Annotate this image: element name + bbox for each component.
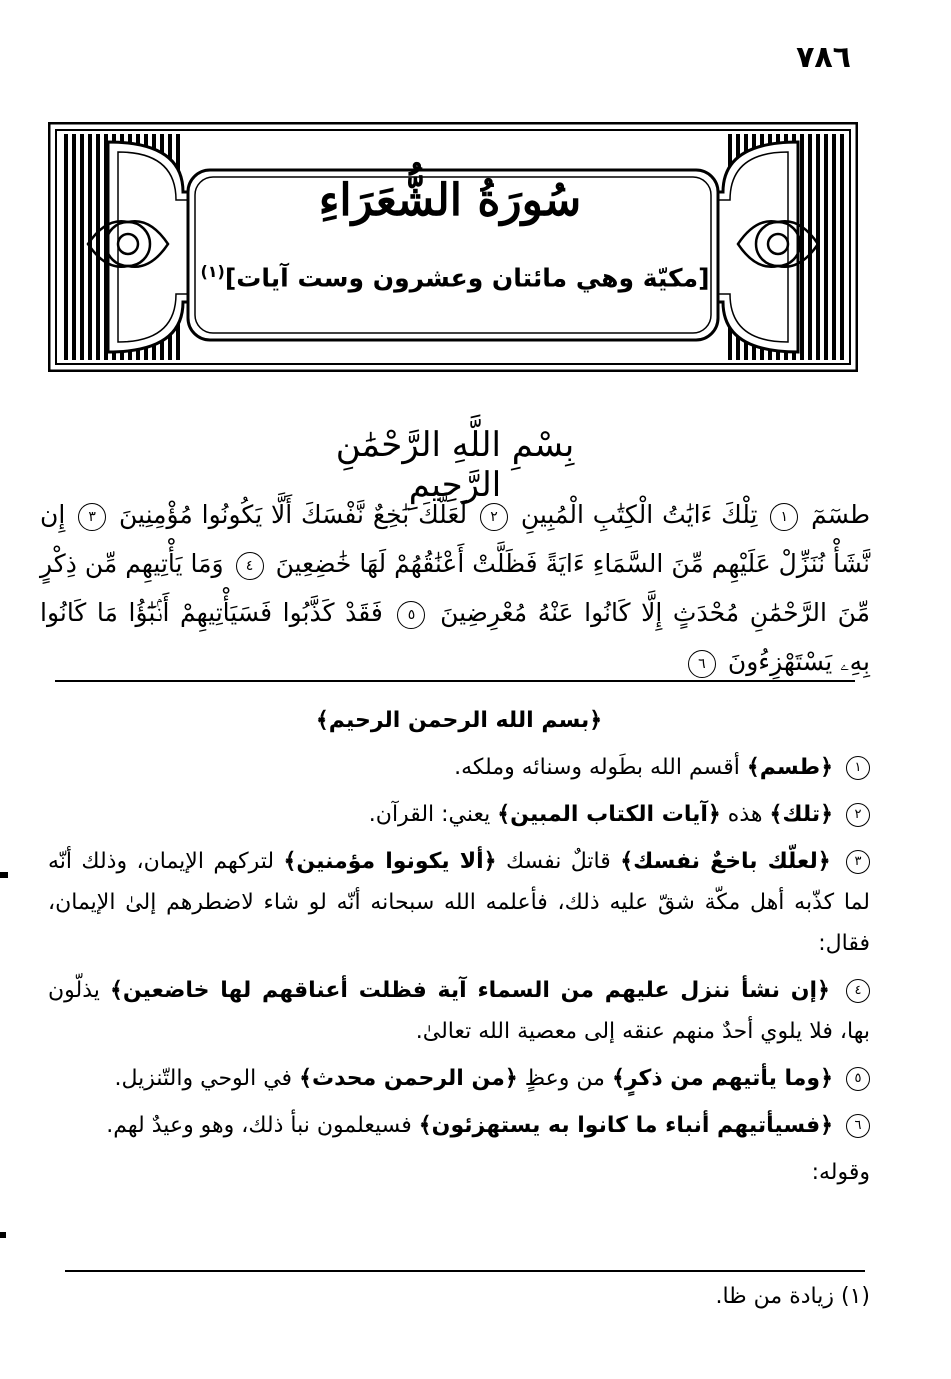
explanation-text: لتركهم الإيمان، وذلك أنّه لما كذّبه أهل مكّة شقّ عليه ذلك، فأعلمه الله سبحانه أنّه لو شاء لاضطرهم إلىٰ الإيمان، فقال:	[48, 849, 870, 956]
tafsir-entry-1	[48, 747, 870, 788]
tafsir-basmala: ﴿بسم الله الرحمن الرحيم﴾	[315, 708, 603, 733]
explanation-text: يذلّون بها، فلا يلوي أحدٌ منهم عنقه إلى معصية الله تعالىٰ.	[48, 978, 870, 1044]
quoted-verse: ﴿آيات الكتاب المبين﴾	[497, 802, 721, 827]
quran-text	[40, 490, 870, 686]
quoted-verse: ﴿طسم﴾	[746, 755, 833, 780]
ayah-marker: ٥	[397, 601, 425, 629]
scan-mark	[0, 1232, 6, 1238]
surah-title: سُورَةُ الشُّعَرَاءِ	[318, 175, 582, 226]
verse-number-badge: ٦	[846, 1114, 870, 1138]
footnote-reference: (١)	[200, 262, 225, 281]
footnote-text: زيادة من ظا.	[715, 1284, 834, 1309]
tafsir-entry-4	[48, 970, 870, 1052]
explanation-text: أقسم الله بطَوله وسنائه وملكه.	[454, 755, 740, 780]
verse-number-badge: ٣	[846, 850, 870, 874]
verse-number-badge: ٥	[846, 1067, 870, 1091]
ayah-marker: ٣	[78, 503, 106, 531]
section-divider	[55, 680, 855, 682]
quoted-verse: ﴿ألا يكونوا مؤمنين﴾	[283, 849, 497, 874]
ayah-marker: ١	[770, 503, 798, 531]
tafsir-commentary	[48, 700, 870, 1199]
surah-description	[200, 262, 710, 292]
ayah-text: طسٓمٓ	[811, 500, 870, 529]
quoted-verse: ﴿تلك﴾	[769, 802, 833, 827]
ayah-marker: ٦	[688, 650, 716, 678]
quoted-verse: ﴿لعلّك باخعٌ نفسك﴾	[620, 849, 831, 874]
ayah-text: لَعَلَّكَ بَٰخِعٌ نَّفْسَكَ أَلَّا يَكُونُوا مُؤْمِنِينَ	[119, 500, 468, 529]
surah-header-frame	[48, 122, 858, 372]
footnote	[48, 1284, 870, 1309]
quoted-verse: ﴿إن نشأ ننزل عليهم من السماء آية فظلت أعناقهم لها خاضعين﴾	[109, 978, 830, 1003]
quoted-verse: ﴿من الرحمن محدث﴾	[299, 1066, 518, 1091]
tafsir-closing: وقوله:	[811, 1160, 870, 1185]
ayah-text: إِن نَّشَأْ نُنَزِّلْ عَلَيْهِم مِّنَ السَّمَاءِ ءَايَةً فَظَلَّتْ أَعْنَٰقُهُمْ لَهَا خَٰضِعِينَ	[40, 500, 870, 578]
explanation-text: فسيعلمون نبأ ذلك، وهو وعيدٌ لهم.	[106, 1113, 412, 1138]
tafsir-entry-2	[48, 794, 870, 835]
ayah-marker: ٢	[480, 503, 508, 531]
verse-number-badge: ٢	[846, 803, 870, 827]
footnote-divider	[65, 1270, 865, 1272]
ayah-text: تِلْكَ ءَايَٰتُ الْكِتَٰبِ الْمُبِينِ	[520, 500, 758, 529]
explanation-text: في الوحي والتّنزيل.	[114, 1066, 293, 1091]
footnote-number: (١)	[840, 1284, 870, 1309]
explanation-text: هذه	[727, 802, 763, 827]
tafsir-entry-3	[48, 841, 870, 964]
ayah-text: وَمَا يَأْتِيهِم مِّن ذِكْرٍ مِّنَ الرَّحْمَٰنِ مُحْدَثٍ إِلَّا كَانُوا عَنْهُ مُعْرِضِينَ	[40, 549, 871, 627]
ayah-text: فَقَدْ كَذَّبُوا فَسَيَأْتِيهِمْ أَنۢبَٰٓؤُا مَا كَانُوا بِهِۦ يَسْتَهْزِءُونَ	[40, 598, 870, 676]
quoted-verse: ﴿فسيأتيهم أنباء ما كانوا به يستهزئون﴾	[418, 1113, 833, 1138]
basmala-calligraphy: بِسْمِ اللَّهِ الرَّحْمَٰنِ الرَّحِيمِ	[335, 425, 575, 505]
tafsir-entry-5	[48, 1058, 870, 1099]
verse-number-badge: ٤	[846, 979, 870, 1003]
ayah-marker: ٤	[236, 552, 264, 580]
tafsir-entry-6	[48, 1105, 870, 1146]
explanation-text: من وعظٍ	[524, 1066, 605, 1091]
page-number: ٧٨٦	[796, 40, 851, 75]
quoted-verse: ﴿وما يأتيهم من ذكرٍ﴾	[611, 1066, 833, 1091]
surah-description-text: [مكيّة وهي مائتان وعشرون وست آيات]	[224, 263, 710, 293]
verse-number-badge: ١	[846, 756, 870, 780]
explanation-text: يعني: القرآن.	[368, 802, 491, 827]
ornamental-frame	[48, 122, 858, 372]
explanation-text: قاتلٌ نفسك	[505, 849, 611, 874]
scan-mark	[0, 872, 8, 878]
